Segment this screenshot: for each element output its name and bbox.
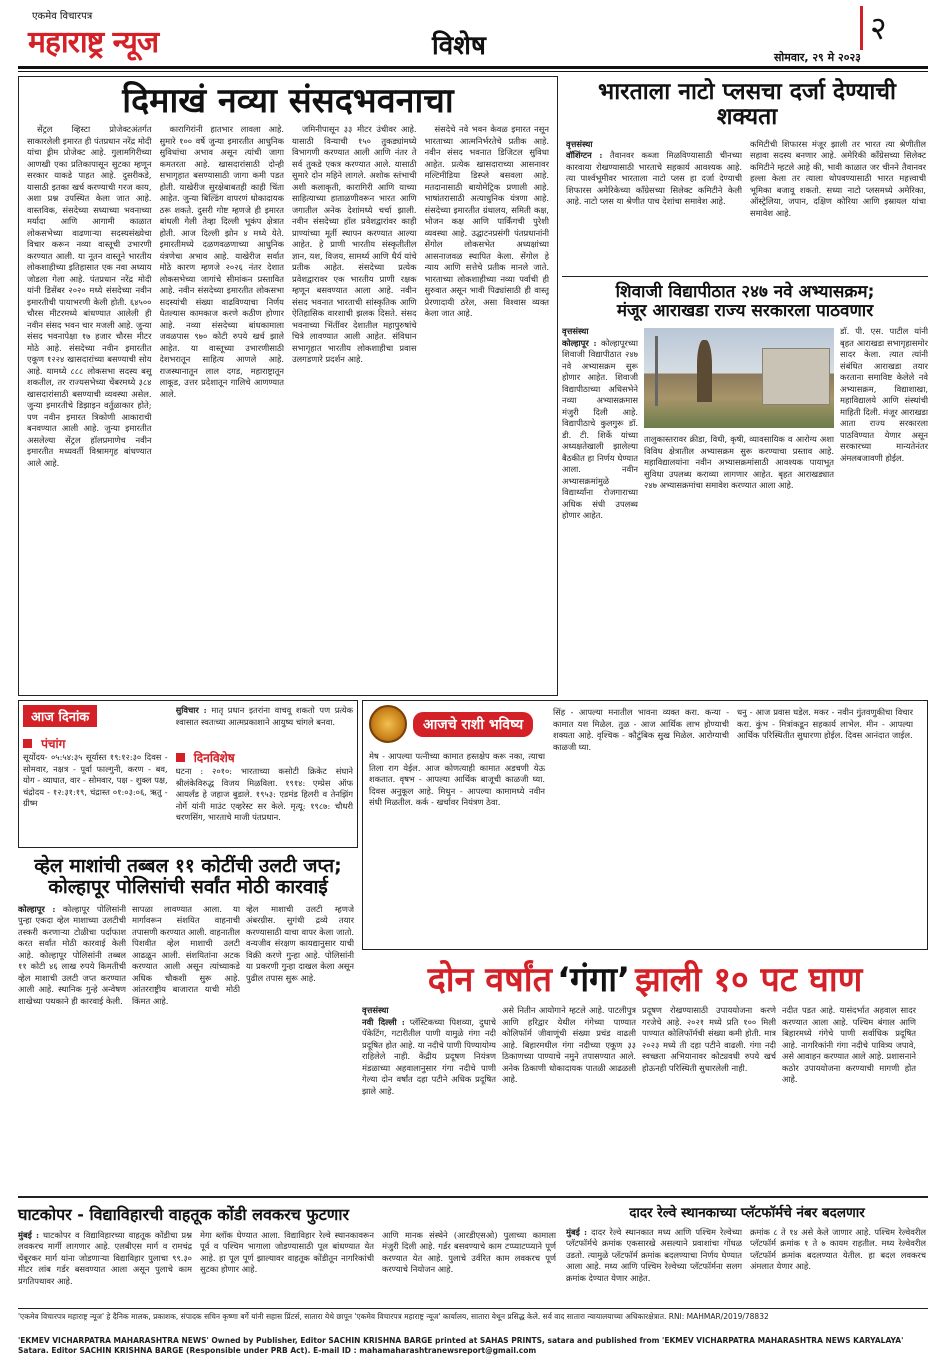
rashi-col-3: धनु - आज प्रवास घडेल. मकर - नवीन गुंतवणुकीचा विचार करा. कुंभ - मित्रांकडून सहकार्य लाभेल. मीन - आपल्या आर्थिक परिस्थितीत सुधारणा होईल. दिवस आनंदात जाईल. [737, 707, 913, 740]
story-dadar-col-1: मुंबई : दादर रेल्वे स्थानकात मध्य आणि पश्चिम रेल्वेच्या प्लॅटफॉर्मचे क्रमांक एकसारखे असल्याने प्रवाशांचा गोंधळ उडतो. त्यामुळे प्लॅटफॉर्म क्रमांक बदलण्याचा निर्णय घेण्यात आला आहे. मध्य आणि पश्चिम रेल्वेच्या प्लॅटफॉर्मना सलग क्रमांक देण्यात येणार आहेत. [566, 1226, 742, 1283]
story-ghatkopar-col-1: मुंबई : घाटकोपर व विद्याविहारच्या वाहतूक कोंडीचा प्रश्न लवकरच मार्गी लागणार आहे. एलबीएस मार्ग व रामचंद्र चेंबूरकर मार्ग यांना जोडणाऱ्या विद्याविहार पुलाचा ९९.३० मीटर लांब गर्डर बसवण्यात आला असून पुलाचे काम प्रगतिपथावर आहे. [18, 1229, 192, 1286]
story-ganga-col-3: प्रदूषण रोखण्यासाठी उपाययोजना करणे गरजेचे आहे. २०२१ मध्ये प्रति १०० मिली पाण्यात कोलिफॉर्मची संख्या कमी होती. मात्र २०२३ मध्ये ती दहा पटीने वाढली. गंगा नदी स्वच्छता अभियानावर कोट्यवधी रुपये खर्च होऊनही परिस्थिती सुधारलेली नाही. [642, 1005, 776, 1073]
story-shivaji-dateline: वृत्तसंस्था [562, 326, 589, 337]
rashi-col-1: मेष - आपल्या पत्नीच्या कामात हस्तक्षेप करू नका, त्याचा तिला राग येईल. आज कोणत्याही कामात अडचणी येऊ शकतात. वृषभ - आपल्या आर्थिक बाजूची काळजी घ्या. दिवस अनुकूल आहे. मिथुन - आपल्या कामामध्ये नवीन संधी मिळतील. कर्क - खर्चावर नियंत्रण ठेवा. [369, 751, 545, 807]
flagpole-shape [655, 336, 658, 406]
story-nato-col-2: कमिटीची शिफारस मंजूर झाली तर भारत त्या श्रेणीतील सहावा सदस्य बनणार आहे. अमेरिकी काँग्रेसच्या सिलेक्ट कमिटीने म्हटले आहे की, भावी काळात जर चीनने तैवानवर हल्ला केला तर त्याला थोपवण्यासाठी भारत महत्त्वाची भूमिका बजावू शकतो. सध्या नाटो प्लसमध्ये अमेरिका, ऑस्ट्रेलिया, जपान, दक्षिण कोरिया आणि इस्रायल यांचा समावेश आहे. [750, 138, 926, 218]
suvichar-title: सुविचार : [175, 705, 207, 715]
panchang-title: पंचांग [41, 737, 66, 751]
bullet-icon [23, 739, 32, 748]
story-nato-col-1: वृत्तसंस्था वॉशिंग्टन : तैवानवर कब्जा मिळविण्यासाठी चीनच्या कारवाया रोखण्यासाठी भारताचे सहकार्य आवश्यक आहे. त्या पार्श्वभूमीवर भारताला नाटो प्लस हा दर्जा देण्याची शिफारस अमेरिकेच्या काँग्रेसच्या सिलेक्ट कमिटीने केली आहे. नाटो प्लस या श्रेणीत पाच देशांचा समावेश आहे. [566, 138, 742, 207]
section-title: विशेष [432, 31, 486, 61]
building-shape [762, 348, 831, 405]
story-shivaji-headline-1: शिवाजी विद्यापीठात २४७ नवे अभ्यासक्रम; [615, 282, 875, 302]
story-ganga-col-1: वृत्तसंस्था नवी दिल्ली : प्लॅस्टिकच्या पिशव्या, दुधाचे पॅकेटिंग, गटारीतील पाणी यामुळे गंगा नदी प्रदूषित होत आहे. या नदीचे पाणी पिण्यायोग्य राहिलेले नाही. केंद्रीय प्रदूषण नियंत्रण मंडळाच्या अहवालानुसार गंगा नदीचे पाणी गेल्या दोन वर्षांत दहा पटीने अधिक प्रदूषित झाले आहे. [362, 1005, 496, 1096]
story-nato-dateline: वृत्तसंस्था [566, 138, 593, 149]
statue-shape [697, 340, 712, 402]
story-parliament-col-4: संसदेचे नवे भवन केवळ इमारत नसून भारताच्या आत्मनिर्भरतेचे प्रतीक आहे. नवीन संसद भवनात डिजिटल सुविधा आहेत. प्रत्येक खासदाराच्या आसनावर मल्टिमीडिया डिस्प्ले बसवला आहे. मतदानासाठी बायोमेट्रिक प्रणाली आहे. भाषांतरासाठी अत्याधुनिक यंत्रणा आहे. संसदेच्या इमारतीत ग्रंथालय, समिती कक्ष, भोजन कक्ष आणि पार्किंगची पुरेशी व्यवस्था आहे. उद्घाटनप्रसंगी पंतप्रधानांनी सेंगोल लोकसभेत अध्यक्षांच्या आसनाजवळ स्थापित केला. सेंगोल हे न्याय आणि सत्तेचे प्रतीक मानले जाते. भारताच्या लोकशाहीच्या नव्या पर्वाची ही सुरुवात असून भावी पिढ्यांसाठी ही वास्तू प्रेरणादायी ठरेल, असा विश्वास व्यक्त केला जात आहे. [424, 124, 549, 319]
rashi-label: आजचे राशी भविष्य [413, 712, 533, 737]
issue-date: सोमवार, २९ मे २०२३ [774, 51, 861, 64]
story-ghatkopar-col-3: आणि मानक संस्थेने (आरडीएसओ) पुलाच्या कामाला मंजुरी दिली आहे. गर्डर बसवण्याचे काम टप्प्याटप्प्याने पूर्ण करण्यात येत आहे. पुलाचे उर्वरित काम लवकरच पूर्ण करण्याचे नियोजन आहे. [382, 1229, 556, 1275]
story-whale-col-2: सापळा लावण्यात आला. या मार्गावरून संशयित वाहनाची तपासणी करण्यात आली. वाहनातील पिशवीत व्हेल माशाची उलटी आढळून आली. संशयितांना अटक करण्यात आली असून त्यांच्याकडे अधिक चौकशी सुरू आहे. आंतरराष्ट्रीय बाजारात याची मोठी किंमत आहे. [132, 903, 240, 1006]
suvichar-block [176, 705, 353, 745]
footer-imprint-english: 'EKMEV VICHARPATRA MAHARASHTRA NEWS' Owned by Publisher, Editor SACHIN KRISHNA BARGE printed at SAHAS PRINTS, satara and published from 'EKMEV VICHARPATRA MAHARASHTRA NEWS KARYALAYA' Satara. Editor SACHIN KRISHNA BARGE (Responsible under PRB Act). E-mail ID : mahamaharashtranewsreport@gmail.com [18, 1336, 904, 1355]
masthead-logo: महाराष्ट्र न्यूज [28, 25, 159, 60]
page-number-bar [860, 6, 863, 50]
rashi-box [362, 700, 928, 950]
story-shivaji-col-1: वृत्तसंस्था कोल्हापूर : कोल्हापूरच्या शिवाजी विद्यापीठात २४७ नवे अभ्यासक्रम सुरू होणार आहेत. शिवाजी विद्यापीठाच्या अधिसभेने नव्या अभ्यासक्रमास मंजुरी दिली आहे. विद्यापीठाचे कुलगुरू डॉ. डी. टी. शिर्के यांच्या अध्यक्षतेखाली झालेल्या बैठकीत हा निर्णय घेण्यात आला. नवीन अभ्यासक्रमांमुळे विद्यार्थ्यांना रोजगाराच्या अधिक संधी उपलब्ध होणार आहेत. [562, 326, 638, 521]
story-ghatkopar-col-2: मेगा ब्लॉक घेण्यात आला. विद्याविहार रेल्वे स्थानकावरून पूर्व व पश्चिम भागाला जोडण्यासाठी पूल बांधण्यात येत आहे. हा पूल पूर्ण झाल्यावर वाहतूक कोंडीतून नागरिकांची सुटका होणार आहे. [200, 1229, 374, 1275]
footer-imprint-marathi: 'एकमेव विचारपत्र महाराष्ट्र न्यूज' हे दैनिक मालक, प्रकाशक, संपादक सचिन कृष्णा बर्गे यांनी सहास प्रिंटर्स, सातारा येथे छापून 'एकमेव विचारपत्र महाराष्ट्र न्यूज' कार्यालय, सातारा येथून प्रसिद्ध केले. सर्व वाद सातारा न्यायालयाच्या अधिकारक्षेत्रात. RNI: MAHMAR/2019/78832 [18, 1312, 769, 1321]
story-shivaji-headline-2: मंजूर आराखडा राज्य सरकारला पाठवणार [616, 300, 874, 321]
page-number: २ [870, 9, 887, 47]
bullet-icon [176, 753, 185, 762]
masthead-rule-thin [18, 71, 928, 72]
story-ganga-place: नवी दिल्ली : [362, 1016, 405, 1027]
story-parliament [18, 76, 558, 696]
suvichar-text: मातृ प्रधान इतरांना वाचवू शकतो पण प्रत्येक श्वासात स्वतःच्या आत्मप्रकाशाने आयुष्य चांगले बनवा. [175, 705, 353, 727]
aaj-dinank-label: आज दिनांक [23, 705, 97, 727]
story-whale [18, 852, 358, 1192]
story-whale-col-1: कोल्हापूर : कोल्हापूर पोलिसांनी पुन्हा एकदा व्हेल माशाच्या उलटीची तस्करी करणाऱ्या टोळीचा पर्दाफाश करत सर्वांत मोठी कारवाई केली आहे. कोल्हापूर पोलिसांनी तब्बल ११ कोटी ४६ लाख रुपये किमतीची व्हेल माशाची उलटी जप्त करण्यात आली आहे. स्थानिक गुन्हे अन्वेषण शाखेच्या पथकाने ही कारवाई केली. [18, 903, 126, 1006]
story-whale-col-3: व्हेल माशाची उलटी म्हणजे अंबरग्रीस. सुगंधी द्रव्ये तयार करण्यासाठी याचा वापर केला जातो. वन्यजीव संरक्षण कायद्यानुसार याची विक्री करणे गुन्हा आहे. पोलिसांनी या प्रकरणी गुन्हा दाखल केला असून पुढील तपास सुरू आहे. [246, 903, 354, 983]
masthead-tagline: एकमेव विचारपत्र [32, 11, 93, 22]
story-nato-headline: भारताला नाटो प्लसचा दर्जा देण्याची शक्यता [598, 79, 896, 131]
aaj-dinank-box [18, 700, 358, 848]
panchang-text: सूर्योदय- ०५:५४:३५ सूर्यास्त १९:१२:३० दिवस - सोमवार, नक्षत्र - पूर्वा फाल्गुनी, करण - बव, योग - व्याघात, वार - सोमवार, पक्ष - शुक्ल पक्ष, चंद्रोदय - १२:३१:१९, चंद्रास्त ०१:०३:०६, ऋतु - ग्रीष्म [23, 752, 168, 808]
story-ghatkopar-place: मुंबई : [18, 1229, 40, 1240]
story-shivaji-place: कोल्हापूर : [562, 337, 597, 348]
story-nato-place: वॉशिंग्टन : [566, 150, 603, 161]
story-dadar-col-2: क्रमांक ८ ते १४ असे केले जाणार आहे. पश्चिम रेल्वेवरील प्लॅटफॉर्म क्रमांक १ ते ७ कायम राहतील. मध्य रेल्वेवरील प्लॅटफॉर्म क्रमांक बदलण्यात येतील. हा बदल लवकरच अंमलात येणार आहे. [750, 1226, 926, 1272]
story-ghatkopar [18, 1200, 558, 1304]
university-photo [644, 328, 834, 428]
story-dadar-place: मुंबई : [566, 1226, 588, 1237]
story-ganga-dateline: वृत्तसंस्था [362, 1005, 389, 1015]
story-parliament-col-1: सेंट्रल व्हिस्टा प्रोजेक्टअंतर्गत साकारलेली इमारत ही पंतप्रधान नरेंद्र मोदी यांचा ड्रीम प्रोजेक्ट आहे. गुलामगिरीच्या आणखी एका प्रतिकापासून सुटका म्हणून सरकार याकडे पाहत आहे. दुसरीकडे, यासाठी इतका खर्च करण्याची गरज काय, अशा प्रश्न उपस्थित केला जात आहे. वास्तविक, संसदेच्या सध्याच्या भवनाच्या मर्यादा आणि आगामी काळात लोकसभेच्या वाढणाऱ्या सदस्यसंख्येचा विचार करून नव्या वास्तूची उभारणी करण्यात आली. या नूतन वास्तूने भारतीय लोकशाहीच्या इतिहासात एक नवा अध्याय जोडला गेला आहे. पंतप्रधान नरेंद्र मोदी यांनी डिसेंबर २०२० मध्ये संसदेच्या नवीन इमारतीची पायाभरणी केली होती. ६४५०० चौरस मीटरमध्ये बांधण्यात आलेली ही नवीन संसद भवन चार मजली आहे. जुन्या संसद भवनापेक्षा १७ हजार चौरस मीटर मोठे आहे. संसदेच्या नवीन इमारतीत एकूण १२२४ खासदारांच्या बसण्याची सोय आहे. यामध्ये ८८८ लोकसभा सदस्य बसू शकतील, तर राज्यसभेच्या चेंबरमध्ये ३८४ खासदारांसाठी बसण्याची व्यवस्था असेल. जुन्या इमारतीचे डिझाइन वर्तुळाकार होते; पण नवीन इमारत त्रिकोणी आकाराची बनवण्यात आली आहे. जुन्या इमारतीत असलेल्या सेंट्रल हॉलप्रमाणेच नवीन इमारतीत मध्यवर्ती विश्रामगृह बांधण्यात आले आहे. [27, 124, 152, 468]
masthead-rule [18, 66, 928, 69]
story-shivaji-col-3: डॉ. पी. एस. पाटील यांनी बृहत आराखडा सभागृहासमोर सादर केला. त्यात त्यांनी संबंधित आराखडा तयार करताना समाविष्ट केलेले नवे अभ्यासक्रम, विद्याशाखा, महाविद्यालये आणि संस्थांची माहिती दिली. मंजूर आराखडा आता राज्य सरकारला पाठविण्यात येणार असून सरकारच्या मान्यतेनंतर अंमलबजावणी होईल. [840, 326, 928, 463]
story-nato [566, 76, 928, 272]
story-whale-headline-1: व्हेल माशांची तब्बल ११ कोटींची उलटी जप्त; [34, 855, 342, 877]
story-whale-headline-2: कोल्हापूर पोलिसांची सर्वांत मोठी कारवाई [48, 875, 328, 898]
rashi-col-2: सिंह - आपल्या मनातील भावना व्यक्त करा. कन्या - कामात यश मिळेल. तुळ - आज आर्थिक लाभ होण्याची शक्यता आहे. वृश्चिक - कौटुंबिक सुख मिळेल. आरोग्याची काळजी घ्या. [553, 707, 729, 752]
story-ganga-headline: दोन वर्षांत ‘गंगा’ झाली १० पट घाण [427, 960, 863, 1000]
story-whale-place: कोल्हापूर : [18, 903, 56, 914]
story-shivaji [562, 276, 928, 697]
dinvishesh-title: दिनविशेष [193, 751, 235, 765]
story-parliament-col-2: कारागिरांनी हातभार लावला आहे. सुमारे १०० वर्षे जुन्या इमारतीत आधुनिक सुविधांचा अभाव असून त्यांची जागा कमतरता आहे. खासदारांसाठी दोन्ही सभागृहात बसण्यासाठी जागा कमी पडत होती. याखेरीज सुरक्षेबाबतही काही चिंता आहेत. जुन्या बिल्डिंग वापरणं धोकादायक ठरू शकते. दुसरी गोष्ट म्हणजे ही इमारत बांधली गेली तेव्हा दिल्ली भूकंप क्षेत्रात होती. आज दिल्ली झोन ४ मध्ये येते. इमारतीमध्ये दळणवळणाच्या आधुनिक यंत्रणेचा अभाव आहे. याखेरीज सर्वात मोठे कारण म्हणजे २०२६ नंतर देशात लोकसभेच्या जागांचे सीमांकन प्रस्तावित आहे. नवीन संसदेच्या इमारतीत लोकसभा सदस्यांची संख्या वाढविण्याचा निर्णय घेतल्यास कामकाज करणे कठीण होणार आहे. नव्या संसदेच्या बांधकामाला जवळपास ९७० कोटी रुपये खर्च झाले आहेत. या वास्तूच्या उभारणीसाठी देशभरातून साहित्य आणले आहे. राजस्थानातून लाल दगड, महाराष्ट्रातून लाकूड, उत्तर प्रदेशातून गालिचे आणण्यात आले. [159, 124, 284, 399]
dinvishesh-text: घटना : २०१०: भारताच्या कसोटी क्रिकेट संघाने श्रीलंकेविरुद्ध विजय मिळविला. १९१४: एम्प्रेस ऑफ आयर्लंड हे जहाज बुडाले. १९५३: एडमंड हिलरी व तेनझिंग नोर्गे यांनी माउंट एव्हरेस्ट सर केले. मृत्यू: १९८७: चौधरी चरणसिंग, भारताचे माजी पंतप्रधान. [175, 766, 353, 822]
story-parliament-col-3: जमिनीपासून ३३ मीटर उंचीवर आहे. यासाठी विन्याची १५० तुकड्यांमध्ये विभागणी करण्यात आली आणि नंतर ते सर्व तुकडे एकत्र करण्यात आले. यासाठी सुमारे दोन महिने लागले. अशोक स्तंभाची अशी कलाकृती, कारागिरी आणि याच्या साहित्याच्या हाताळणीवरून भारत आणि जगातील अनेक देशांमध्ये चर्चा झाली. नवीन संसदेच्या हॉल प्रवेशद्वारांवर काही प्राण्यांच्या मूर्ती स्थापन करण्यात आल्या आहेत. हे प्राणी भारतीय संस्कृतीतील ज्ञान, यश, विजय, सामर्थ्य आणि धैर्य यांचे प्रतीक आहेत. संसदेच्या प्रत्येक प्रवेशद्वारावर एक भारतीय प्राणी रक्षक म्हणून बसवण्यात आला आहे. नवीन संसद भवनात भारताची सांस्कृतिक आणि ऐतिहासिक वारशाची झलक दिसते. संसद भवनाच्या भिंतींवर देशातील महापुरुषांचे चित्रे लावण्यात आली आहेत. संविधान सभागृहात भारतीय लोकशाहीचा प्रवास उलगडणारे प्रदर्शन आहे. [292, 124, 417, 365]
story-dadar-headline: दादर रेल्वे स्थानकाच्या प्लॅटफॉर्मचे नंबर बदलणार [629, 1205, 865, 1221]
story-parliament-headline: दिमाखं नव्या संसदभवनाचा [122, 81, 454, 121]
story-ganga [362, 955, 928, 1195]
section-divider [18, 1196, 928, 1198]
story-ganga-col-2: असे नितीन आयोगाने म्हटले आहे. पाटलीपुत्र आणि हरिद्वार येथील गंगेच्या पाण्यात कोलिफॉर्म जीवाणूंची संख्या प्रचंड वाढली आहे. बिहारमधील गंगा नदीच्या एकूण ३३ ठिकाणच्या पाण्याचे नमुने तपासण्यात आले. अनेक ठिकाणी धोकादायक पातळी आढळली आहे. [502, 1005, 636, 1084]
footer-rule [18, 1308, 928, 1309]
story-ghatkopar-headline: घाटकोपर - विद्याविहारची वाहतूक कोंडी लवकरच फुटणार [18, 1205, 350, 1224]
story-ganga-col-4: नदीत पडत आहे. यासंदर्भात अहवाल सादर करण्यात आला आहे. पश्चिम बंगाल आणि बिहारमध्ये गंगेचे पाणी सर्वाधिक प्रदूषित आहे. नागरिकांनी गंगा नदीचे पावित्र्य जपावे, असे आवाहन करण्यात आले आहे. प्रशासनाने कठोर उपाययोजना करण्याची मागणी होत आहे. [782, 1005, 916, 1084]
story-dadar [566, 1200, 928, 1304]
story-shivaji-col-2: तालुकास्तरावर क्रीडा, विधी, कृषी, व्यावसायिक व आरोग्य अशा विविध क्षेत्रातील अभ्यासक्रम सुरू करण्याचा प्रस्ताव आहे. महाविद्यालयांना नवीन अभ्यासक्रमांसाठी आवश्यक पायाभूत सुविधा उपलब्ध कराव्या लागणार आहेत. बृहत आराखड्यात २४७ अभ्यासक्रमांचा समावेश करण्यात आला आहे. [644, 434, 834, 491]
